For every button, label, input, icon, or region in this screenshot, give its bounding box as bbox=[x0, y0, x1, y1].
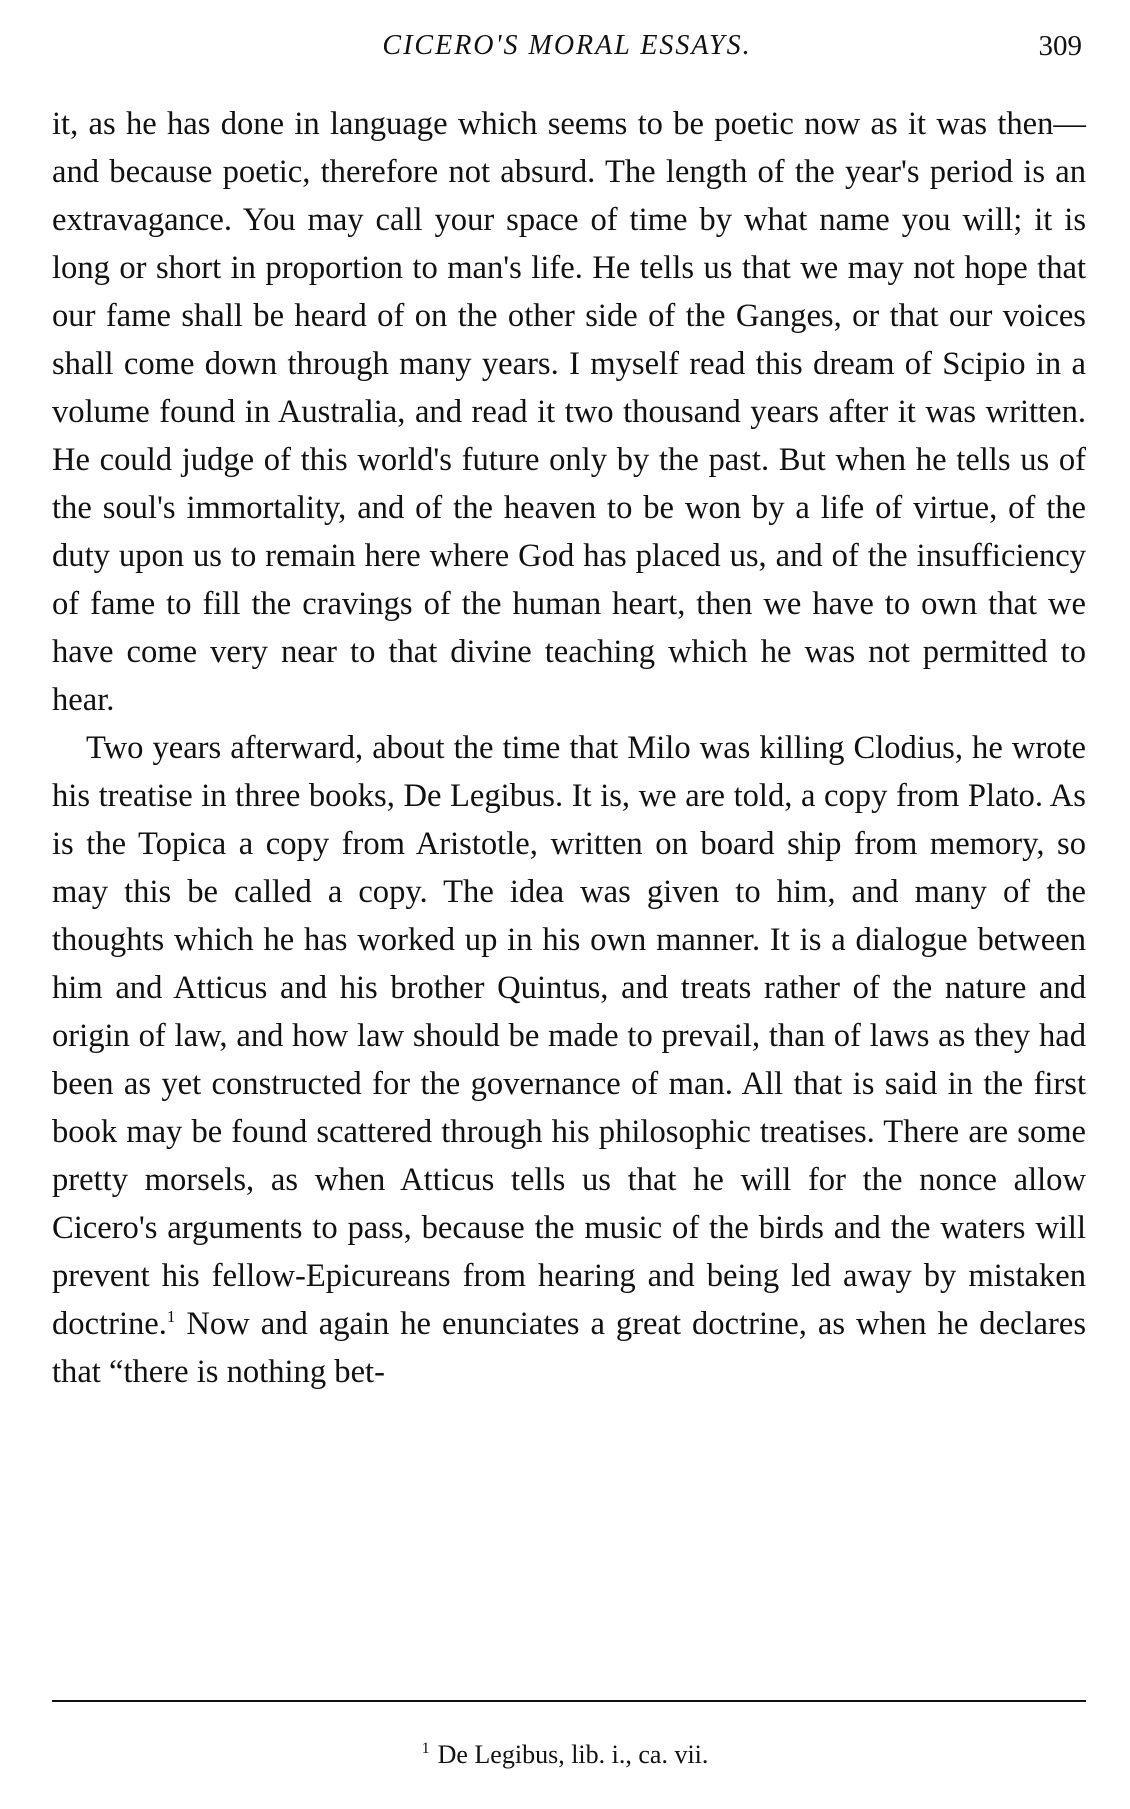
paragraph-text-after-note: Now and again he enunciates a great doctrine, as when he declares that “there is nothing bet- bbox=[52, 1306, 1086, 1390]
paragraph-continuation: it, as he has done in language which seems to be poetic now as it was then—and because poetic, therefore not absurd. The length of the year's period is an extravagance. You may call your space of time by what name you will; it is long or short in proportion to man's life. He tells us that we may not hope that our fame shall be heard of on the other side of the Ganges, or that our voices shall come down through many years. I myself read this dream of Scipio in a volume found in Australia, and read it two thousand years after it was written. He could judge of this world's future only by the past. But when he tells us of the soul's immortality, and of the heaven to be won by a life of virtue, of the duty upon us to remain here where God has placed us, and of the insufficiency of fame to fill the cravings of the human heart, then we have to own that we have come very near to that divine teaching which he was not permitted to hear. bbox=[52, 106, 1086, 718]
footnote-divider bbox=[52, 1700, 1086, 1702]
footnote-text: De Legibus, lib. i., ca. vii. bbox=[437, 1740, 709, 1769]
paragraph-de-legibus bbox=[52, 724, 1086, 1396]
footnote-reference: 1 bbox=[166, 1307, 176, 1327]
body-text bbox=[52, 100, 1086, 1396]
running-title: CICERO'S MORAL ESSAYS. bbox=[382, 30, 752, 61]
running-head bbox=[52, 30, 1082, 70]
paragraph-text-before-note: Two years afterward, about the time that Milo was killing Clodius, he wrote his treatise in three books, De Legibus. It is, we are told, a copy from Plato. As is the Topica a copy from Aristotle, written on board ship from memory, so may this be called a copy. The idea was given to him, and many of the thoughts which he has worked up in his own manner. It is a dialogue between him and Atticus and his brother Quintus, and treats rather of the nature and origin of law, and how law should be made to prevail, than of laws as they had been as yet constructed for the governance of man. All that is said in the first book may be found scattered through his philosophic treatises. There are some pretty morsels, as when Atticus tells us that he will for the nonce allow Cicero's arguments to pass, because the music of the birds and the waters will prevent his fellow-Epicureans from hearing and being led away by mistaken doctrine. bbox=[52, 730, 1086, 1342]
footnote-marker: 1 bbox=[421, 1740, 430, 1758]
footnote bbox=[0, 1740, 1130, 1770]
page-number: 309 bbox=[1038, 30, 1082, 62]
